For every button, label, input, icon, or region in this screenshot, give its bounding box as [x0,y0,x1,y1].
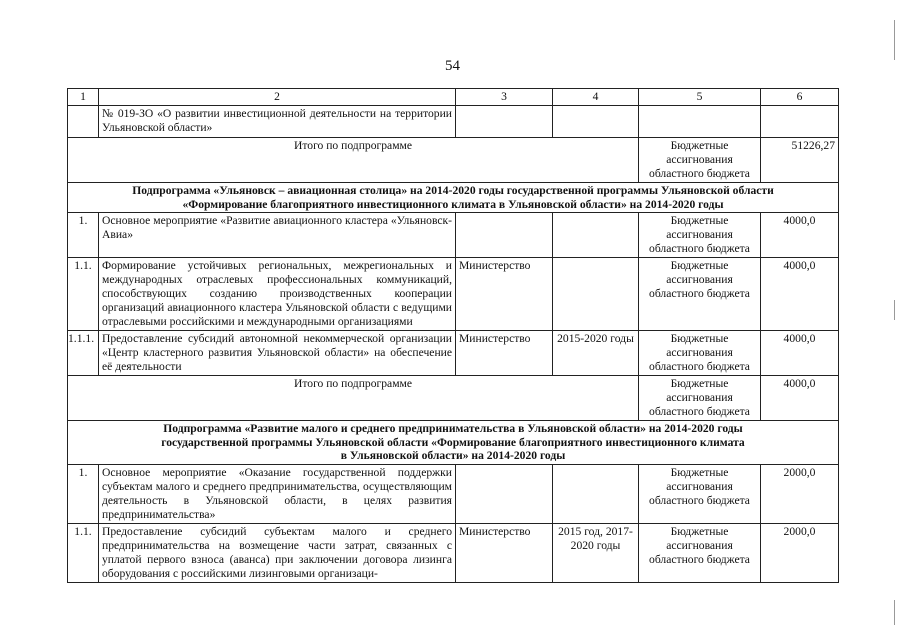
column-number: 3 [456,89,553,106]
subtotal-source: Бюджетные ассигнования областного бюджета [639,376,761,421]
section-heading [68,183,839,213]
subtotal-amount: 51226,27 [761,138,839,183]
table-row [68,213,839,258]
row-executor [456,106,553,138]
section-heading-line: государственной программы Ульяновской области «Формирование благоприятного инвестиционного климата [161,435,745,449]
row-text: Предоставление субсидий субъектам малого и среднего предпринимательства на возмещение части затрат, связанных с уплатой первого взноса (аванса) при заключении договора лизинга оборудования с российскими лизинговыми организаци- [99,523,456,582]
section-heading-row [68,183,839,213]
table-row [68,331,839,376]
program-table [67,88,839,583]
row-executor: Министерство [456,331,553,376]
row-number: 1.1.1. [68,331,99,376]
scan-edge-mark [894,20,895,60]
row-number: 1. [68,213,99,258]
column-number: 1 [68,89,99,106]
subtotal-amount: 4000,0 [761,376,839,421]
row-text: Формирование устойчивых региональных, межрегиональных и международных отраслевых профессиональных коммуникаций, способствующих созданию производственных кооперации организаций авиационного кластера Ульяновской области с ведущими отраслевыми российскими и международными организациями [99,258,456,331]
row-amount: 4000,0 [761,258,839,331]
subtotal-row [68,138,839,183]
section-heading [68,421,839,465]
row-term [553,106,639,138]
row-executor: Министерство [456,258,553,331]
subtotal-label: Итого по подпрограмме [68,138,639,183]
table-row [68,464,839,523]
row-number: 1.1. [68,258,99,331]
subtotal-row [68,376,839,421]
section-heading-line: в Ульяновской области» на 2014-2020 годы [340,449,566,462]
row-executor [456,213,553,258]
column-number: 4 [553,89,639,106]
table-row [68,106,839,138]
subtotal-source: Бюджетные ассигнования областного бюджета [639,138,761,183]
row-term [553,258,639,331]
row-amount: 4000,0 [761,213,839,258]
row-number: 1.1. [68,523,99,582]
row-amount [761,106,839,138]
row-source: Бюджетные ассигнования областного бюджета [639,523,761,582]
row-text: Основное мероприятие «Оказание государственной поддержки субъектам малого и среднего предпринимательства, осуществляющим деятельность в Ульяновской области, в целях развития предпринимательства» [99,464,456,523]
row-text: Предоставление субсидий автономной некоммерческой организации «Центр кластерного развития Ульяновской области» на обеспечение её деятельности [99,331,456,376]
row-term: 2015-2020 годы [553,331,639,376]
subtotal-label: Итого по подпрограмме [68,376,639,421]
row-amount: 4000,0 [761,331,839,376]
row-source: Бюджетные ассигнования областного бюджета [639,464,761,523]
section-heading-line: Подпрограмма «Ульяновск – авиационная столица» на 2014-2020 годы государственной программы Ульяновской области [132,184,774,197]
row-term: 2015 год, 2017-2020 годы [553,523,639,582]
row-source: Бюджетные ассигнования областного бюджета [639,331,761,376]
section-heading-line: Подпрограмма «Развитие малого и среднего предпринимательства в Ульяновской области» на 2014-2020 годы [163,422,743,435]
column-number: 5 [639,89,761,106]
row-text: Основное мероприятие «Развитие авиационного кластера «Ульяновск-Авиа» [99,213,456,258]
scan-edge-mark [894,600,895,625]
column-number: 2 [99,89,456,106]
row-amount: 2000,0 [761,464,839,523]
row-source: Бюджетные ассигнования областного бюджета [639,258,761,331]
row-term [553,213,639,258]
table-row [68,258,839,331]
column-number: 6 [761,89,839,106]
row-source [639,106,761,138]
row-executor: Министерство [456,523,553,582]
row-term [553,464,639,523]
row-text: № 019-ЗО «О развитии инвестиционной деятельности на территории Ульяновской области» [99,106,456,138]
row-source: Бюджетные ассигнования областного бюджета [639,213,761,258]
table-row [68,523,839,582]
page-number: 54 [445,58,460,74]
scan-edge-mark [894,300,895,320]
row-number [68,106,99,138]
row-executor [456,464,553,523]
column-number-row [68,89,839,106]
section-heading-row [68,421,839,465]
section-heading-line: «Формирование благоприятного инвестиционного климата в Ульяновской области» на 2014-2020 годы [182,197,724,211]
row-amount: 2000,0 [761,523,839,582]
row-number: 1. [68,464,99,523]
